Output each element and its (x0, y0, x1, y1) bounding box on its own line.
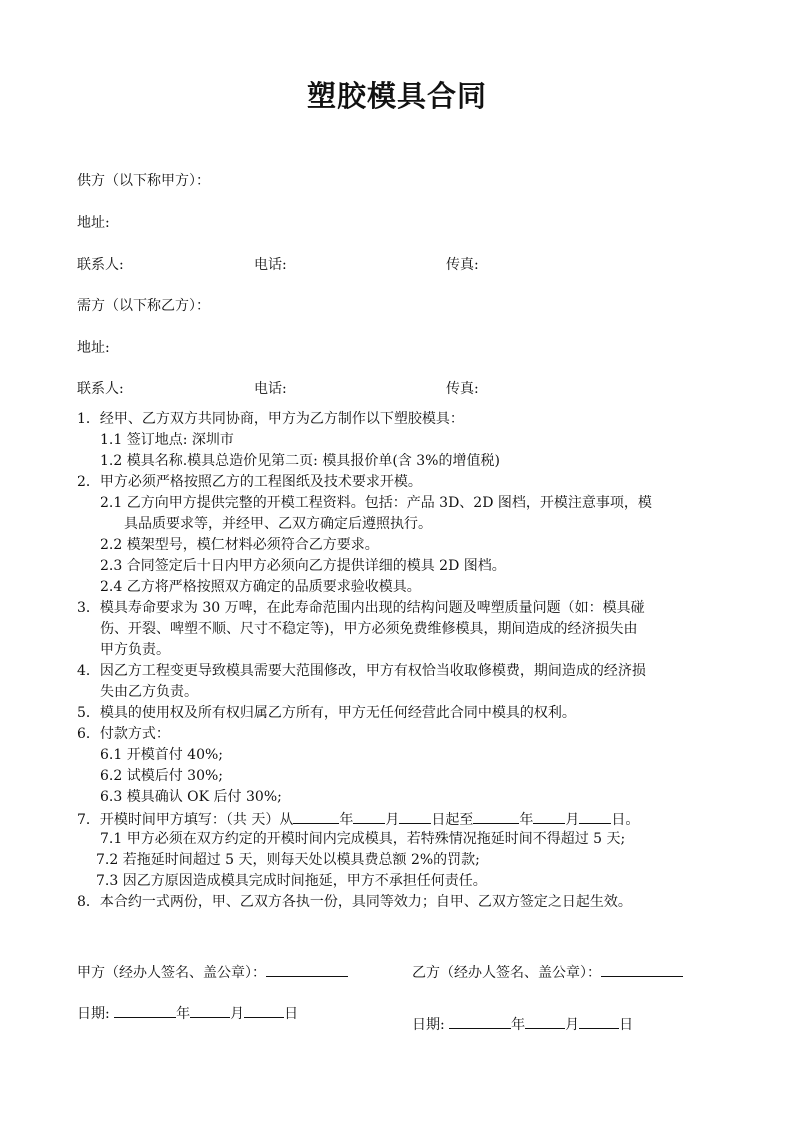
clause-7-prefix: 7．开模时间甲方填写：（共 天）从 (77, 812, 294, 828)
party-a-date (77, 1003, 298, 1023)
clause-7-year2: 年 (519, 812, 534, 828)
clause-7 (77, 809, 639, 829)
supplier-phone-label: 电话: (254, 257, 287, 273)
clause-1-2: 1.2 模具名称.模具总造价见第二页: 模具报价单(含 3%的增值税) (100, 453, 500, 469)
document-title: 塑胶模具合同 (306, 79, 487, 113)
end-month-blank[interactable] (533, 809, 565, 824)
party-a-signature-blank[interactable] (266, 962, 348, 977)
clause-7-month2: 月 (565, 812, 580, 828)
clause-1: 1．经甲、乙方双方共同协商，甲方为乙方制作以下塑胶模具： (77, 411, 464, 427)
clause-7-month1: 月 (385, 812, 400, 828)
clause-6-3: 6.3 模具确认 OK 后付 30%; (100, 789, 282, 805)
start-month-blank[interactable] (353, 809, 385, 824)
party-a-date-year: 年 (176, 1006, 191, 1022)
party-b-signature (412, 962, 683, 982)
buyer-phone-label: 电话: (254, 381, 287, 397)
clause-5: 5．模具的使用权及所有权归属乙方所有，甲方无任何经营此合同中模具的权利。 (77, 705, 576, 721)
party-b-date-day: 日 (619, 1017, 634, 1033)
supplier-heading: 供方（以下称甲方）： (77, 173, 210, 189)
clause-8: 8．本合约一式两份，甲、乙双方各执一份，具同等效力；自甲、乙双方签定之日起生效。 (77, 894, 632, 910)
clause-7-3: 7.3 因乙方原因造成模具完成时间拖延，甲方不承担任何责任。 (96, 873, 487, 889)
clause-7-2: 7.2 若拖延时间超过 5 天，则每天处以模具费总额 2%的罚款; (96, 852, 480, 868)
buyer-fax-label: 传真: (446, 381, 479, 397)
clause-7-1: 7.1 甲方必须在双方约定的开模时间内完成模具，若特殊情况拖延时间不得超过 5 天; (100, 831, 626, 847)
party-b-date-month-blank[interactable] (525, 1014, 565, 1029)
party-a-signature-label: 甲方（经办人签名、盖公章）： (77, 965, 266, 981)
clause-2-2: 2.2 模架型号，模仁材料必须符合乙方要求。 (100, 537, 379, 553)
party-a-date-year-blank[interactable] (114, 1003, 176, 1018)
clause-7-year1: 年 (339, 812, 354, 828)
party-b-date-year-blank[interactable] (449, 1014, 511, 1029)
start-day-blank[interactable] (399, 809, 431, 824)
end-year-blank[interactable] (473, 809, 519, 824)
clause-2-3: 2.3 合同签定后十日内甲方必须向乙方提供详细的模具 2D 图档。 (100, 558, 506, 574)
party-b-signature-blank[interactable] (601, 962, 683, 977)
clause-4-line1: 4．因乙方工程变更导致模具需要大范围修改，甲方有权恰当收取修模费，期间造成的经济损 (77, 663, 646, 679)
clause-6-2: 6.2 试模后付 30%; (100, 768, 223, 784)
party-a-signature (77, 962, 348, 982)
party-a-date-month-blank[interactable] (190, 1003, 230, 1018)
clause-6-1: 6.1 开模首付 40%; (100, 747, 223, 763)
party-b-signature-label: 乙方（经办人签名、盖公章）： (412, 965, 601, 981)
clause-3-line2: 伤、开裂、啤塑不顺、尺寸不稳定等)，甲方必须免费维修模具，期间造成的经济损失由 (100, 621, 638, 637)
clause-3-line1: 3．模具寿命要求为 30 万啤，在此寿命范围内出现的结构问题及啤塑质量问题（如：模具碰 (77, 600, 645, 616)
buyer-address-label: 地址: (77, 340, 110, 356)
party-a-date-day-blank[interactable] (244, 1003, 284, 1018)
party-a-date-month: 月 (230, 1006, 245, 1022)
clause-2-1-line1: 2.1 乙方向甲方提供完整的开模工程资料。包括：产品 3D、2D 图档，开模注意事项，模 (100, 495, 652, 511)
party-b-date-month: 月 (565, 1017, 580, 1033)
clause-7-day2: 日。 (611, 812, 640, 828)
clause-4-line2: 失由乙方负责。 (100, 684, 198, 700)
party-a-date-day: 日 (284, 1006, 299, 1022)
buyer-contact-label: 联系人: (77, 381, 124, 397)
supplier-contact-label: 联系人: (77, 257, 124, 273)
party-b-date-label: 日期: (412, 1017, 445, 1033)
party-b-date-year: 年 (511, 1017, 526, 1033)
party-b-date (412, 1014, 633, 1034)
clause-3-line3: 甲方负责。 (100, 642, 170, 658)
clause-1-1: 1.1 签订地点: 深圳市 (100, 432, 234, 448)
clause-2-4: 2.4 乙方将严格按照双方确定的品质要求验收模具。 (100, 579, 421, 595)
party-b-date-day-blank[interactable] (579, 1014, 619, 1029)
start-year-blank[interactable] (293, 809, 339, 824)
supplier-address-label: 地址: (77, 215, 110, 231)
clause-7-day-from: 日起至 (431, 812, 474, 828)
supplier-fax-label: 传真: (446, 257, 479, 273)
clause-2: 2．甲方必须严格按照乙方的工程图纸及技术要求开模。 (77, 474, 422, 490)
clause-2-1-line2: 具品质要求等，并经甲、乙双方确定后遵照执行。 (124, 516, 432, 532)
end-day-blank[interactable] (579, 809, 611, 824)
clause-6: 6．付款方式： (77, 726, 170, 742)
buyer-heading: 需方（以下称乙方）： (77, 298, 210, 314)
party-a-date-label: 日期: (77, 1006, 110, 1022)
